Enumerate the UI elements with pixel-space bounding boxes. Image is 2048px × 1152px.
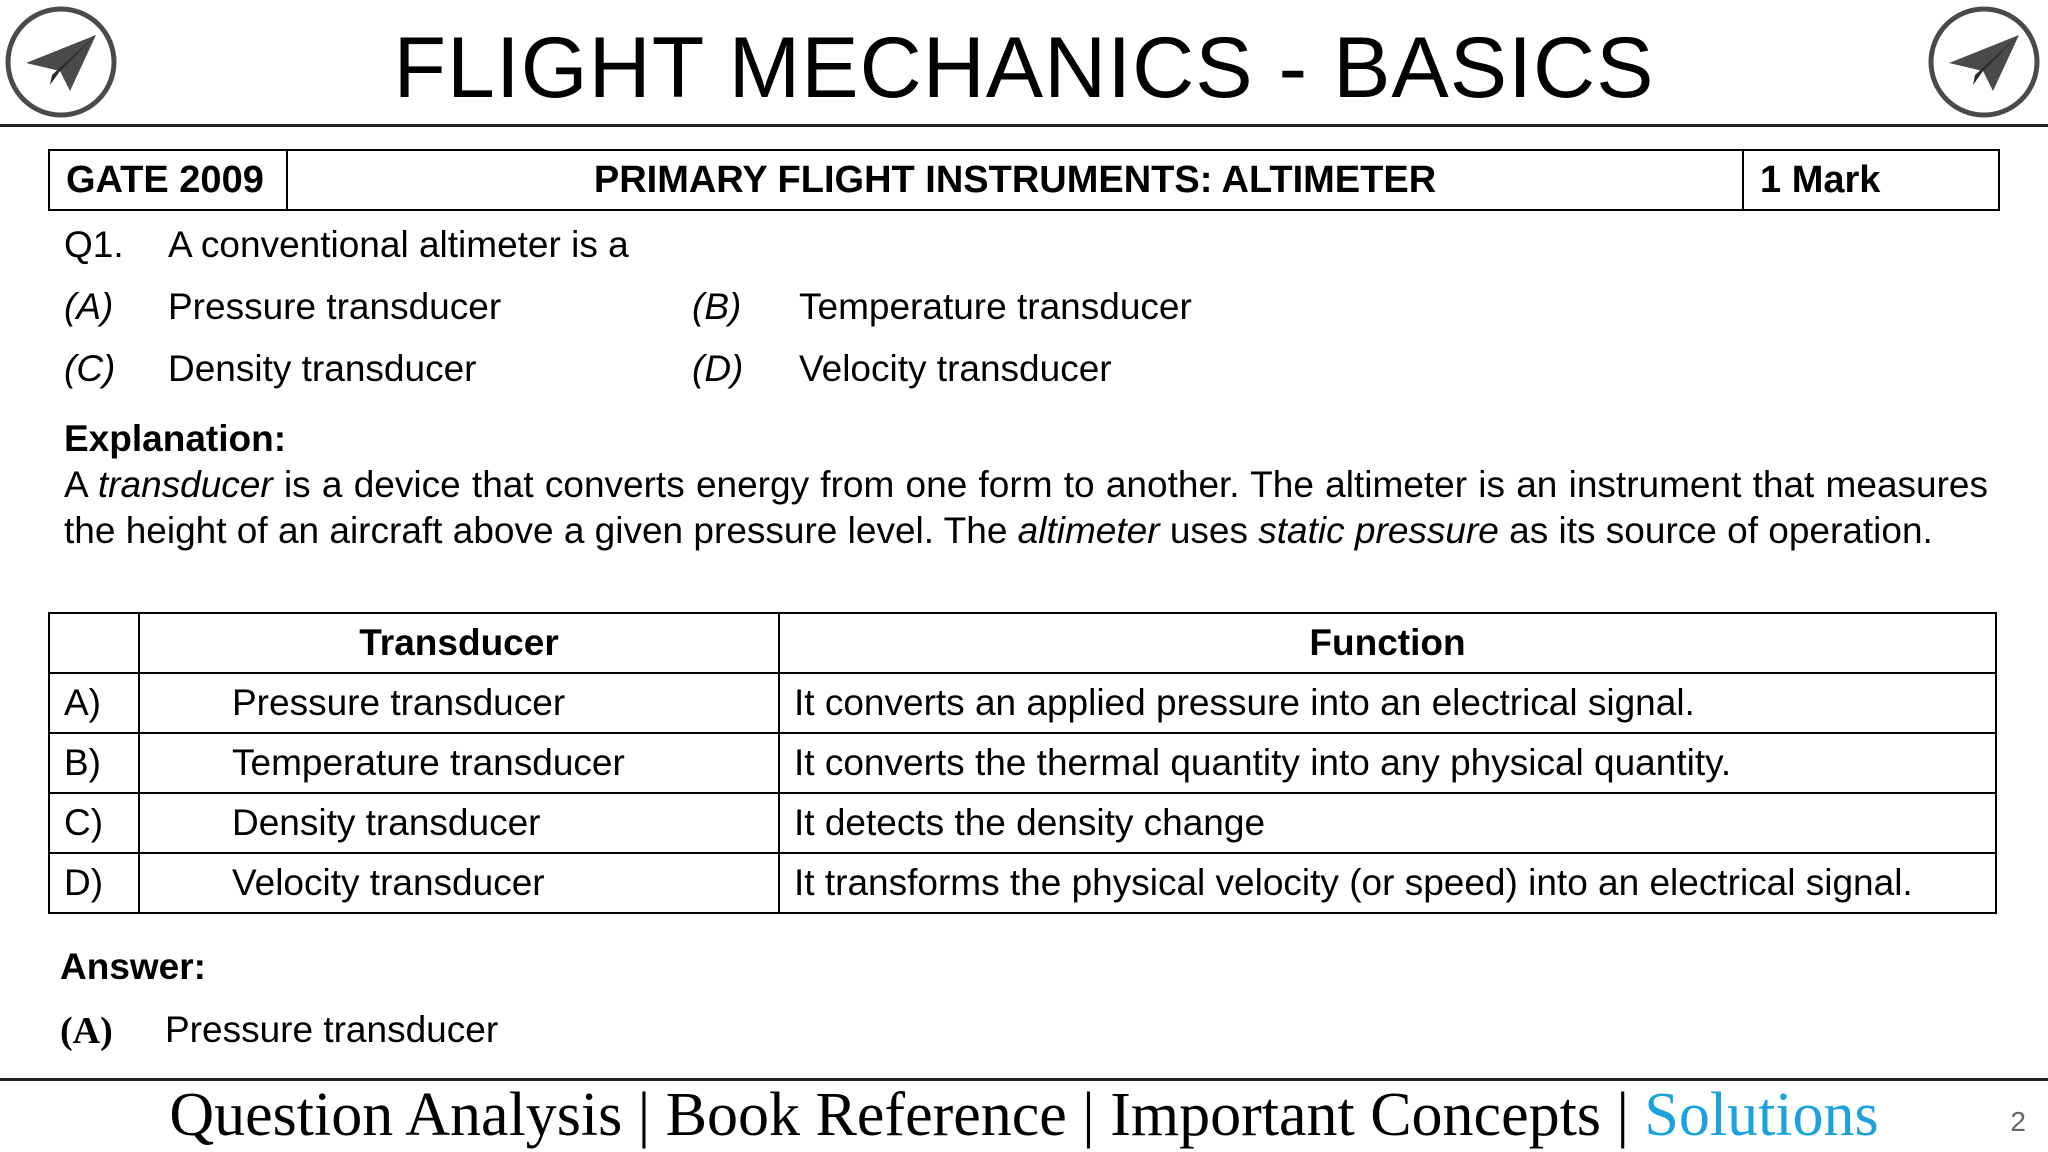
- table-header-row: [49, 613, 1996, 673]
- explanation-heading: Explanation:: [64, 418, 287, 459]
- table-header-cell: Function: [779, 613, 1996, 673]
- link-book-reference[interactable]: Book Reference: [665, 1081, 1067, 1149]
- row-label: C): [49, 793, 139, 853]
- link-solutions[interactable]: Solutions: [1644, 1081, 1879, 1149]
- table-row: [49, 853, 1996, 913]
- footer-separator: |: [1600, 1081, 1645, 1149]
- footer-separator: |: [622, 1081, 666, 1149]
- row-transducer: Velocity transducer: [139, 853, 779, 913]
- question-text: A conventional altimeter is a: [168, 224, 629, 265]
- option-d-letter: (D): [692, 348, 744, 389]
- option-b-text: Temperature transducer: [799, 286, 1192, 327]
- page-title: FLIGHT MECHANICS - BASICS: [393, 20, 1655, 116]
- explanation-text: as its source of operation.: [1498, 510, 1933, 551]
- question-header: [48, 149, 2000, 211]
- explanation-emphasis: transducer: [97, 464, 273, 505]
- option-d-text: Velocity transducer: [799, 348, 1112, 389]
- table-row: [49, 733, 1996, 793]
- explanation-emphasis: altimeter: [1017, 510, 1160, 551]
- row-transducer: Pressure transducer: [139, 673, 779, 733]
- row-transducer: Temperature transducer: [139, 733, 779, 793]
- question-marks: 1 Mark: [1760, 159, 1881, 201]
- link-question-analysis[interactable]: Question Analysis: [169, 1081, 623, 1149]
- question-number: Q1.: [64, 224, 124, 265]
- title-divider: [0, 124, 2048, 127]
- row-function: It converts an applied pressure into an electrical signal.: [779, 673, 1996, 733]
- row-label: D): [49, 853, 139, 913]
- page-number: 2: [2010, 1106, 2026, 1137]
- answer-heading: Answer:: [60, 946, 206, 987]
- table-row: [49, 673, 1996, 733]
- option-a-text: Pressure transducer: [168, 286, 502, 327]
- table-header-cell: [49, 613, 139, 673]
- option-b-letter: (B): [692, 286, 742, 327]
- table-header-cell: Transducer: [139, 613, 779, 673]
- explanation-text: is a device that converts energy from one form to another. The altimeter is an instrument that measures the height of an aircraft above a given pressure level. The: [64, 464, 1989, 551]
- question-topic: PRIMARY FLIGHT INSTRUMENTS: ALTIMETER: [288, 151, 1744, 209]
- row-function: It converts the thermal quantity into any physical quantity.: [779, 733, 1996, 793]
- row-function: It detects the density change: [779, 793, 1996, 853]
- explanation-text: uses: [1159, 510, 1259, 551]
- link-important-concepts[interactable]: Important Concepts: [1110, 1081, 1601, 1149]
- footer-separator: |: [1066, 1081, 1111, 1149]
- row-transducer: Density transducer: [139, 793, 779, 853]
- answer-text: Pressure transducer: [165, 1009, 499, 1050]
- answer-letter: (A): [60, 1010, 113, 1052]
- footer-nav: [0, 1078, 2048, 1152]
- option-c-text: Density transducer: [168, 348, 477, 389]
- row-label: B): [49, 733, 139, 793]
- explanation-paragraph: [64, 462, 1988, 554]
- explanation-emphasis: static pressure: [1258, 510, 1499, 551]
- table-row: [49, 793, 1996, 853]
- transducer-table: [48, 612, 1997, 914]
- option-a-letter: (A): [64, 286, 114, 327]
- explanation-text: A: [64, 464, 98, 505]
- row-function: It transforms the physical velocity (or speed) into an electrical signal.: [779, 853, 1996, 913]
- row-label: A): [49, 673, 139, 733]
- option-c-letter: (C): [64, 348, 116, 389]
- exam-year: GATE 2009: [50, 151, 288, 209]
